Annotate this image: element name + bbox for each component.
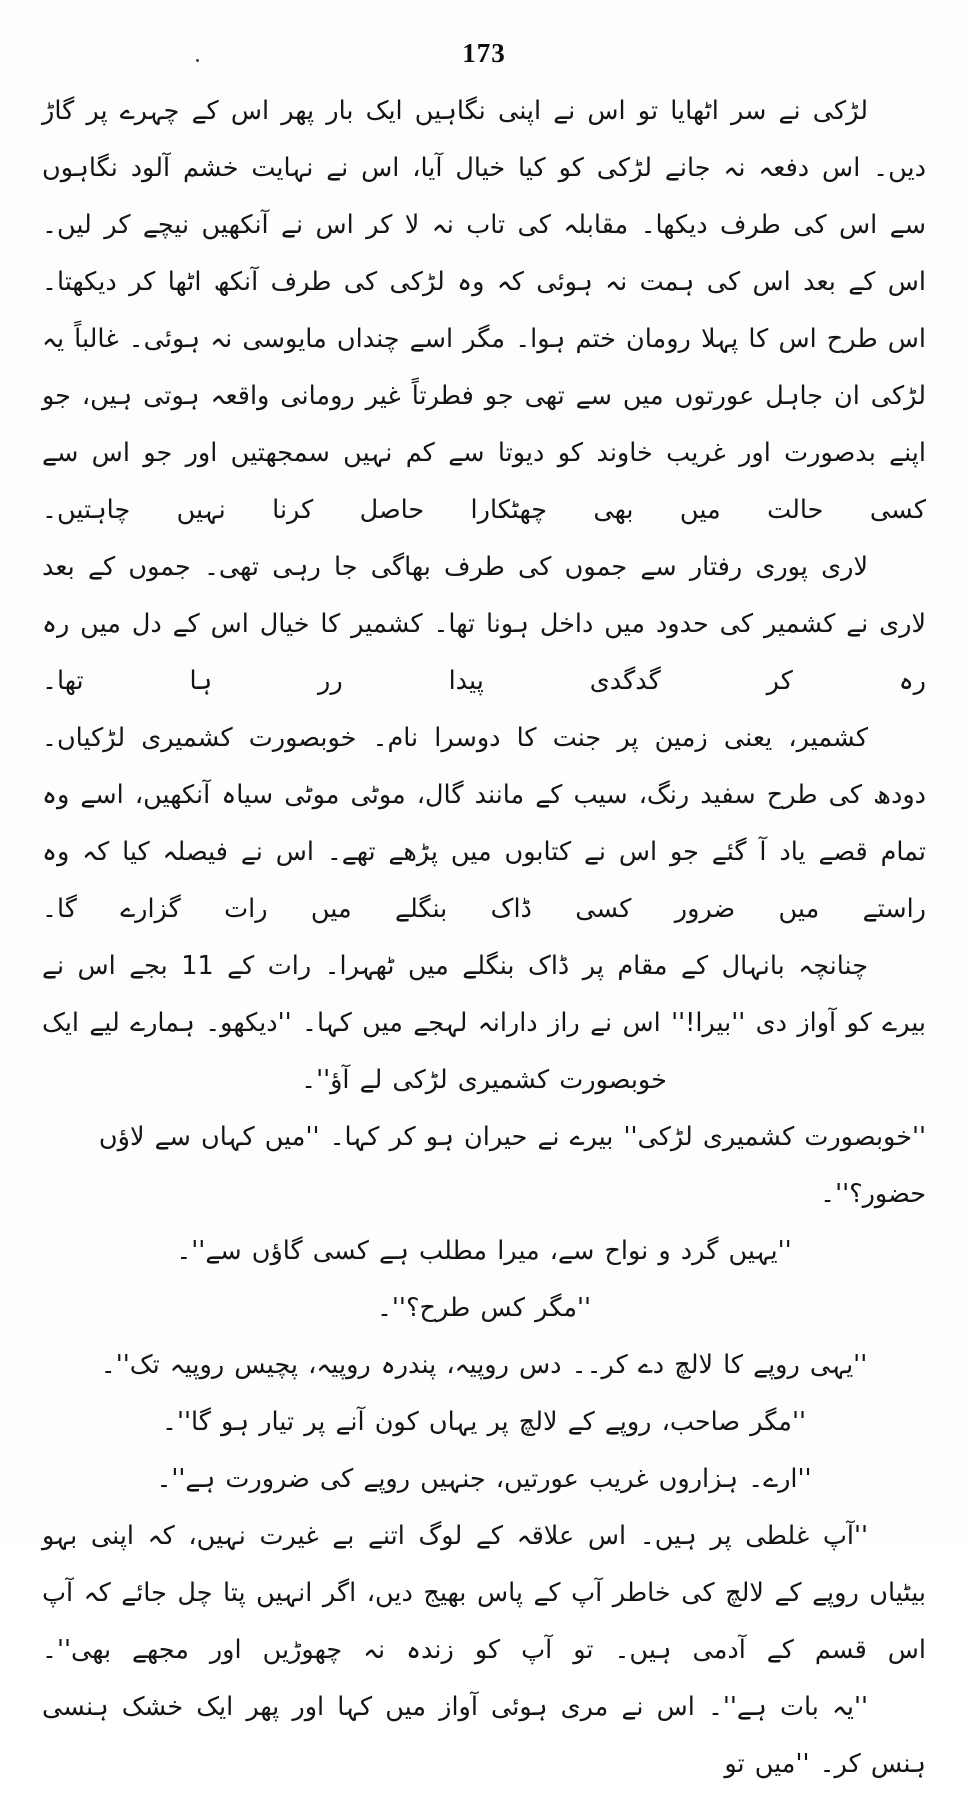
dialogue-line-6: ''ارے۔ ہزاروں غریب عورتیں، جنہیں روپے کی ضرورت ہے''۔ <box>156 1464 812 1494</box>
paragraph-4: چنانچہ بانہال کے مقام پر ڈاک بنگلے میں ٹھہرا۔ رات کے 11 بجے اس نے بیرے کو آواز دی ''بیرا!'' اس نے راز دارانہ لہجے میں کہا۔ ''دیکھو۔ ہمارے لیے ایک خوبصورت کشمیری لڑکی لے آؤ''۔ <box>42 951 926 1095</box>
paragraph-1: لڑکی نے سر اٹھایا تو اس نے اپنی نگاہیں ایک بار پھر اس کے چہرے پر گاڑ دیں۔ اس دفعہ نہ جانے لڑکی کو کیا خیال آیا، اس نے نہایت خشم آلود نگاہوں سے اس کی طرف دیکھا۔ مقابلہ کی تاب نہ لا کر اس نے آنکھیں نیچے کر لیں۔ اس کے بعد اس کی ہمت نہ ہوئی کہ وہ لڑکی کی طرف آنکھ اٹھا کر دیکھتا۔ اس طرح اس کا پہلا رومان ختم ہوا۔ مگر اسے چنداں مایوسی نہ ہوئی۔ غالباً یہ لڑکی ان جاہل عورتوں میں سے تھی جو فطرتاً غیر رومانی واقعہ ہوتی ہیں، جو اپنے بدصورت اور غریب خاوند کو دیوتا سے کم نہیں سمجھتیں اور جو اس سے کسی حالت میں بھی چھٹکارا حاصل کرنا نہیں چاہتیں۔ <box>42 96 926 525</box>
dialogue-line-2: ''یہیں گرد و نواح سے، میرا مطلب ہے کسی گاؤں سے''۔ <box>176 1236 792 1266</box>
paragraph-3: کشمیر، یعنی زمین پر جنت کا دوسرا نام۔ خوبصورت کشمیری لڑکیاں۔ دودھ کی طرح سفید رنگ، سیب کے مانند گال، موٹی موٹی سیاہ آنکھیں، اسے وہ تمام قصے یاد آ گئے جو اس نے کتابوں میں پڑھے تھے۔ اس نے فیصلہ کیا کہ وہ راستے میں ضرور کسی ڈاک بنگلے میں رات گزارے گا۔ <box>42 723 926 924</box>
paragraph-5: ''آپ غلطی پر ہیں۔ اس علاقہ کے لوگ اتنے بے غیرت نہیں، کہ اپنی بہو بیٹیاں روپے کے لالچ کی خاطر آپ کے پاس بھیج دیں، اگر انہیں پتا چل جائے کہ آپ اس قسم کے آدمی ہیں۔ تو آپ کو زندہ نہ چھوڑیں اور مجھے بھی''۔ <box>42 1521 926 1665</box>
dialogue-line-4: ''یہی روپے کا لالچ دے کر۔۔ دس روپیہ، پندرہ روپیہ، پچیس روپیہ تک''۔ <box>100 1350 868 1380</box>
paragraph-6: ''یہ بات ہے''۔ اس نے مری ہوئی آواز میں کہا اور پھر ایک خشک ہنسی ہنس کر۔ ''میں تو <box>42 1692 926 1779</box>
page-body <box>42 83 926 1793</box>
dialogue-line-5: ''مگر صاحب، روپے کے لالچ پر یہاں کون آنے پر تیار ہو گا''۔ <box>162 1407 806 1437</box>
dialogue-line-1: ''خوبصورت کشمیری لڑکی'' بیرے نے حیران ہو کر کہا۔ ''میں کہاں سے لاؤں حضور؟''۔ <box>98 1122 926 1209</box>
ink-speck-icon <box>196 59 199 62</box>
dialogue-line-3: ''مگر کس طرح؟''۔ <box>376 1293 591 1323</box>
page-number: 173 <box>462 38 506 68</box>
paragraph-2: لاری پوری رفتار سے جموں کی طرف بھاگی جا رہی تھی۔ جموں کے بعد لاری نے کشمیر کی حدود میں داخل ہونا تھا۔ کشمیر کا خیال اس کے دل میں رہ رہ کر گدگدی پیدا رر ہا تھا۔ <box>42 552 926 696</box>
